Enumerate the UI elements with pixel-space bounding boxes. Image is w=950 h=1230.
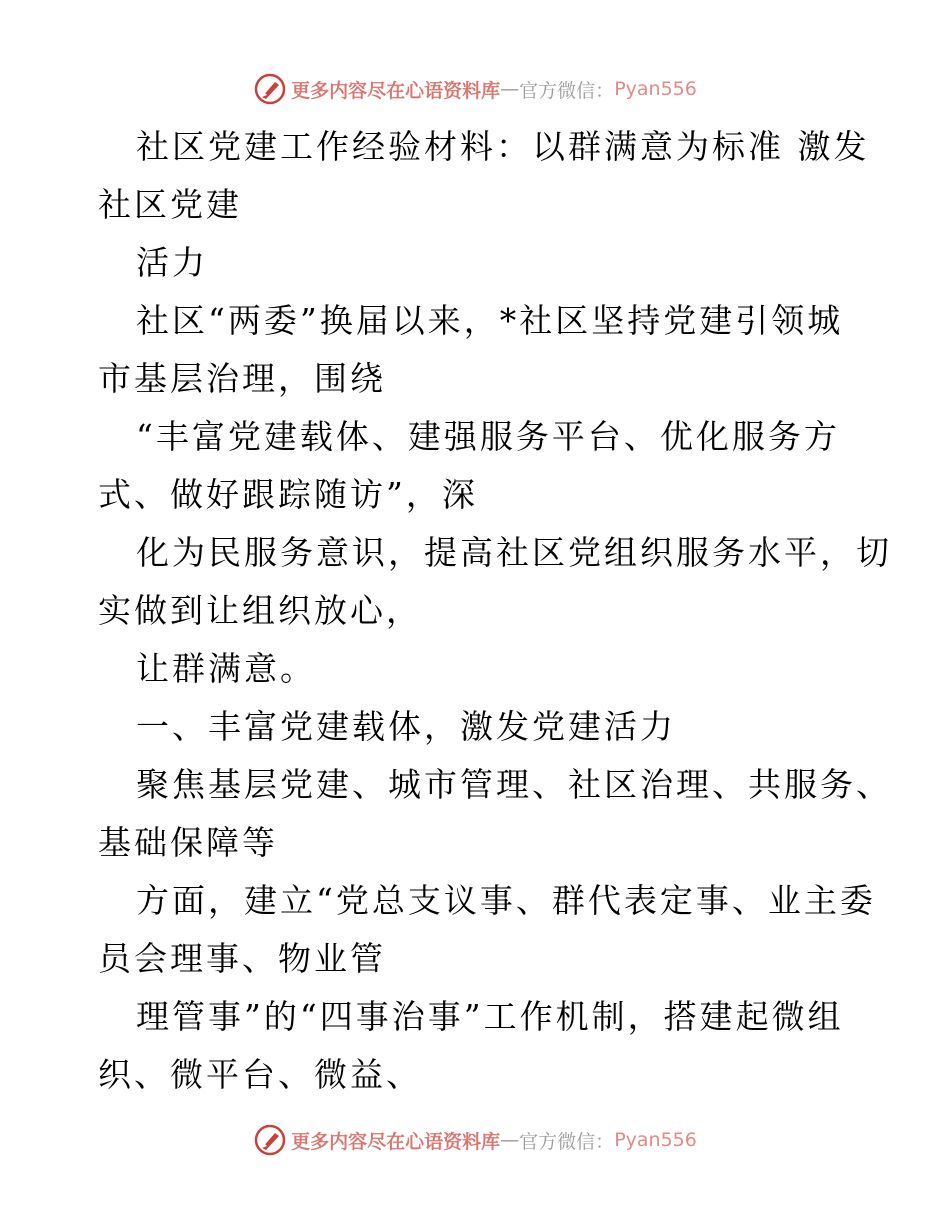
paragraph-line: 式、做好跟踪随访”，深 [98,475,478,514]
paragraph-line: 社区“两委”换届以来，*社区坚持党建引领城 [136,301,844,340]
watermark-main-text: 更多内容尽在心语资料库 [291,1130,501,1153]
paragraph-line: 方面，建立“党总支议事、群代表定事、业主委 [136,881,876,920]
watermark-wechat-id: Pyan556 [614,1129,697,1151]
watermark-wechat-id: Pyan556 [614,78,697,100]
watermark-main-text: 更多内容尽在心语资料库 [291,79,501,102]
pen-nib-circle-icon [253,1123,287,1157]
watermark-wechat-label: 官方微信： [519,79,615,102]
pen-nib-circle-icon [253,72,287,106]
title-line-3: 活力 [136,243,208,282]
paragraph-line: 聚焦基层党建、城市管理、社区治理、共服务、 [136,765,892,804]
paragraph-line: 员会理事、物业管 [98,939,386,978]
paragraph-line: “丰富党建载体、建强服务平台、优化服务方 [136,417,840,456]
paragraph-line: 市基层治理，围绕 [98,359,386,398]
watermark-wechat-label: 官方微信： [519,1130,615,1153]
title-line-2: 社区党建 [98,185,242,224]
title-line-1: 社区党建工作经验材料：以群满意为标准 激发 [136,127,870,166]
paragraph-line: 实做到让组织放心， [98,591,422,630]
document-body [98,118,892,1104]
paragraph-line: 织、微平台、微益、 [98,1055,422,1094]
paragraph-line: 理管事”的“四事治事”工作机制，搭建起微组 [136,997,844,1036]
paragraph-line: 让群满意。 [136,649,316,688]
paragraph-line: 化为民服务意识，提高社区党组织服务水平，切 [136,533,892,572]
footer-watermark [0,1123,950,1157]
paragraph-line: 基础保障等 [98,823,278,862]
section-heading: 一、丰富党建载体，激发党建活力 [136,707,676,746]
watermark-dash: — [500,78,520,100]
watermark-dash: — [500,1129,520,1151]
header-watermark [0,72,950,106]
